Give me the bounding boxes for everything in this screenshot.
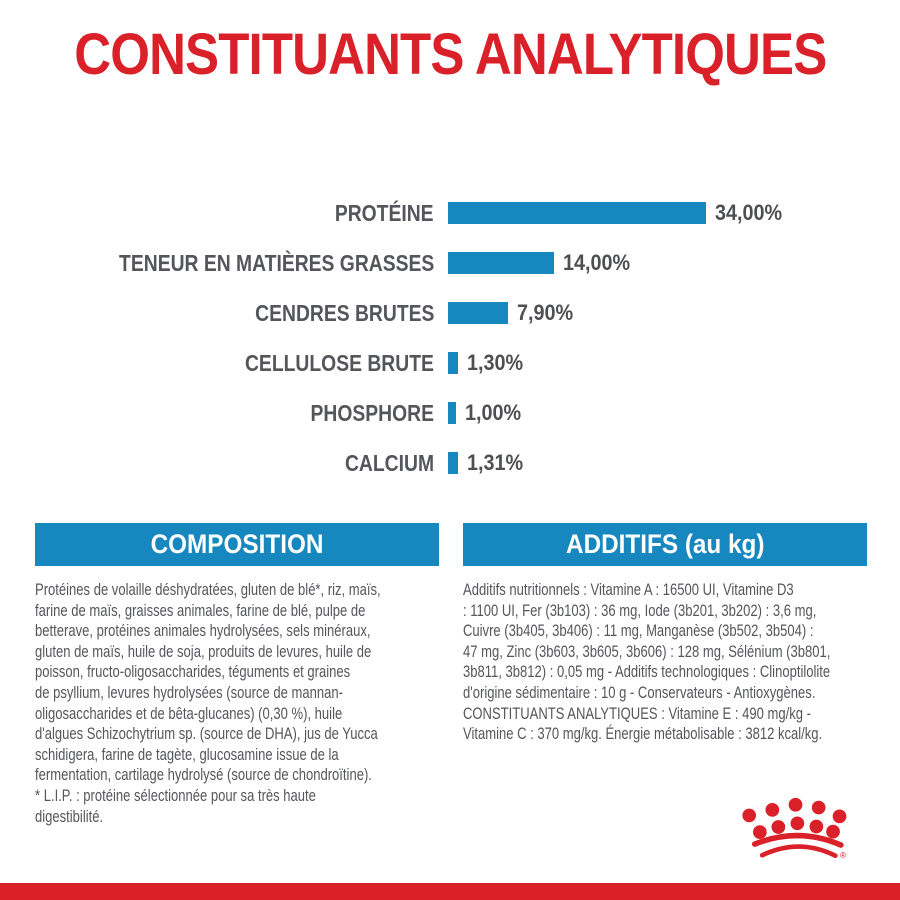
chart-row [24, 238, 900, 288]
chart-category-label-cell [24, 250, 448, 277]
composition-column [35, 523, 439, 827]
composition-line: betterave, protéines animales hydrolysées, sels minéraux, [35, 622, 371, 641]
composition-header-text: COMPOSITION [150, 529, 324, 559]
composition-line: farine de maïs, graisses animales, farine de blé, pulpe de [35, 601, 366, 620]
additifs-line: : 1100 UI, Fer (3b103) : 36 mg, Iode (3b201, 3b202) : 3,6 mg, [463, 601, 817, 620]
additifs-column [463, 523, 867, 827]
chart-category-label: CELLULOSE BRUTE [245, 349, 434, 376]
chart-value-label: 1,30% [466, 350, 524, 375]
crown-dots [742, 798, 846, 839]
composition-line: fermentation, cartilage hydrolysé (source de chondroïtine). [35, 766, 372, 785]
composition-line: * L.I.P. : protéine sélectionnée pour sa très haute [35, 786, 316, 805]
additifs-header-text: ADDITIFS (au kg) [565, 529, 765, 559]
chart-category-label: CENDRES BRUTES [254, 299, 434, 326]
chart-category-label-cell [24, 200, 448, 227]
chart-bar [448, 452, 458, 474]
additifs-line: d'origine sédimentaire : 10 g - Conservateurs - Antioxygènes. [463, 683, 816, 702]
composition-line: schidigera, farine de tagète, glucosamine issue de la [35, 745, 339, 764]
chart-bar [448, 402, 456, 424]
composition-line: de psyllium, levures hydrolysées (source de mannan- [35, 683, 343, 702]
additifs-line: 47 mg, Zinc (3b603, 3b605, 3b606) : 128 mg, Sélénium (3b801, [463, 642, 831, 661]
page-title [0, 22, 900, 87]
chart-category-label: TENEUR EN MATIÈRES GRASSES [118, 249, 434, 276]
chart-row [24, 388, 900, 438]
chart-value-label: 1,00% [464, 400, 521, 425]
chart-category-label: PHOSPHORE [310, 399, 434, 426]
composition-line: d'algues Schizochytrium sp. (source de DHA), jus de Yucca [35, 725, 378, 744]
chart-row [24, 188, 900, 238]
royal-canin-crown-logo [737, 783, 867, 871]
chart-category-label-cell [24, 450, 448, 477]
chart-category-label: PROTÉINE [335, 199, 434, 226]
chart-category-label-cell [24, 400, 448, 427]
additifs-line: Cuivre (3b405, 3b406) : 11 mg, Manganèse (3b502, 3b504) : [463, 622, 814, 641]
chart-category-label-cell [24, 350, 448, 377]
page-title-text: CONSTITUANTS ANALYTIQUES [73, 22, 827, 87]
chart-value-label: 14,00% [563, 250, 631, 275]
additifs-line: Vitamine C : 370 mg/kg. Énergie métabolisable : 3812 kcal/kg. [463, 725, 823, 744]
chart-category-label-cell [24, 300, 448, 327]
composition-line: Protéines de volaille déshydratées, gluten de blé*, riz, maïs, [35, 581, 381, 599]
bar-chart [0, 188, 900, 488]
composition-line: digestibilité. [35, 807, 104, 826]
chart-bar [448, 302, 508, 324]
additifs-header [463, 523, 867, 566]
composition-line: poisson, fructo-oligosaccharides, téguments et graines [35, 663, 351, 682]
additifs-line: Additifs nutritionnels : Vitamine A : 16500 UI, Vitamine D3 [463, 581, 794, 599]
chart-value-label: 7,90% [517, 300, 574, 325]
composition-header [35, 523, 439, 566]
chart-row [24, 338, 900, 388]
chart-bar [448, 202, 706, 224]
info-columns [0, 523, 900, 827]
additifs-body [463, 580, 867, 745]
composition-body [35, 580, 439, 827]
additifs-line: CONSTITUANTS ANALYTIQUES : Vitamine E : 490 mg/kg - [463, 704, 811, 723]
crown-arcs [755, 836, 841, 856]
chart-bar [448, 252, 554, 274]
chart-bar [448, 352, 458, 374]
chart-row [24, 438, 900, 488]
registered-trademark-symbol: ® [839, 850, 847, 861]
chart-row [24, 288, 900, 338]
composition-line: oligosaccharides et de bêta-glucanes) (0,30 %), huile [35, 704, 343, 723]
chart-category-label: CALCIUM [344, 449, 434, 476]
footer-red-strip [0, 883, 900, 900]
additifs-line: 3b811, 3b812) : 0,05 mg - Additifs technologiques : Clinoptilolite [463, 663, 831, 682]
composition-line: gluten de maïs, huile de soja, produits de levures, huile de [35, 642, 372, 661]
chart-value-label: 1,31% [466, 450, 524, 475]
chart-value-label: 34,00% [715, 200, 783, 225]
